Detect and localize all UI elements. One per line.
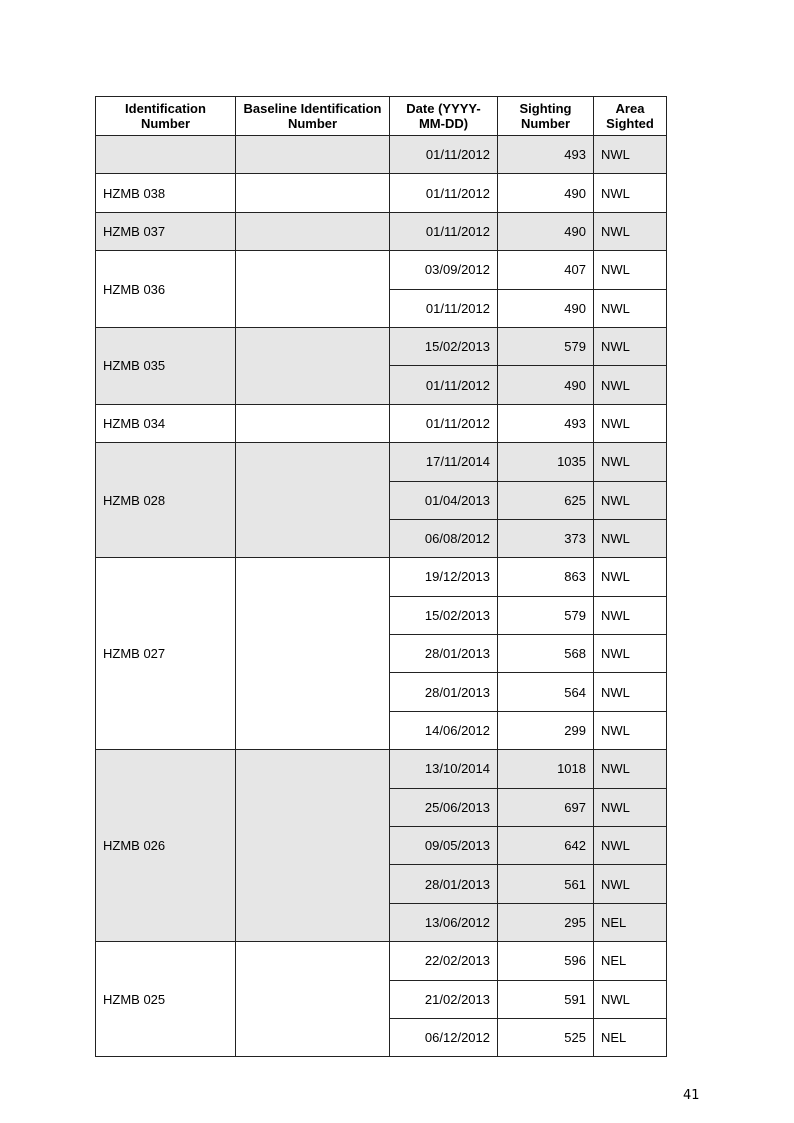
sighting-number-cell: 625 xyxy=(498,481,594,519)
date-cell: 01/11/2012 xyxy=(390,404,498,442)
sighting-number-cell: 697 xyxy=(498,788,594,826)
date-cell: 28/01/2013 xyxy=(390,635,498,673)
sighting-number-cell: 596 xyxy=(498,942,594,980)
date-cell: 22/02/2013 xyxy=(390,942,498,980)
sighting-number-cell: 591 xyxy=(498,980,594,1018)
table-body xyxy=(96,136,667,1057)
date-cell: 15/02/2013 xyxy=(390,327,498,365)
area-sighted-cell: NWL xyxy=(594,865,667,903)
date-cell: 19/12/2013 xyxy=(390,558,498,596)
date-cell: 01/11/2012 xyxy=(390,366,498,404)
page-number: 41 xyxy=(683,1088,700,1103)
table-row xyxy=(96,251,667,289)
sighting-number-cell: 295 xyxy=(498,903,594,941)
header-sighting-number: Sighting Number xyxy=(498,97,594,136)
sighting-number-cell: 564 xyxy=(498,673,594,711)
area-sighted-cell: NWL xyxy=(594,596,667,634)
date-cell: 01/11/2012 xyxy=(390,136,498,174)
identification-number-cell: HZMB 028 xyxy=(96,443,236,558)
area-sighted-cell: NWL xyxy=(594,212,667,250)
area-sighted-cell: NWL xyxy=(594,788,667,826)
date-cell: 06/12/2012 xyxy=(390,1018,498,1056)
baseline-identification-number-cell xyxy=(236,443,390,558)
date-cell: 13/10/2014 xyxy=(390,750,498,788)
baseline-identification-number-cell xyxy=(236,750,390,942)
table-row xyxy=(96,136,667,174)
area-sighted-cell: NWL xyxy=(594,174,667,212)
header-baseline-identification-number: Baseline Identification Number xyxy=(236,97,390,136)
area-sighted-cell: NWL xyxy=(594,327,667,365)
area-sighted-cell: NWL xyxy=(594,635,667,673)
date-cell: 01/11/2012 xyxy=(390,289,498,327)
sightings-table xyxy=(95,96,667,1057)
sighting-number-cell: 579 xyxy=(498,327,594,365)
identification-number-cell: HZMB 038 xyxy=(96,174,236,212)
area-sighted-cell: NWL xyxy=(594,827,667,865)
table-row xyxy=(96,558,667,596)
date-cell: 28/01/2013 xyxy=(390,865,498,903)
sighting-number-cell: 490 xyxy=(498,212,594,250)
date-cell: 14/06/2012 xyxy=(390,711,498,749)
table-row xyxy=(96,404,667,442)
sighting-number-cell: 299 xyxy=(498,711,594,749)
baseline-identification-number-cell xyxy=(236,174,390,212)
baseline-identification-number-cell xyxy=(236,942,390,1057)
date-cell: 13/06/2012 xyxy=(390,903,498,941)
sighting-number-cell: 373 xyxy=(498,519,594,557)
identification-number-cell: HZMB 034 xyxy=(96,404,236,442)
table-header xyxy=(96,97,667,136)
area-sighted-cell: NWL xyxy=(594,404,667,442)
sighting-number-cell: 579 xyxy=(498,596,594,634)
sighting-number-cell: 493 xyxy=(498,136,594,174)
area-sighted-cell: NWL xyxy=(594,136,667,174)
table-row xyxy=(96,942,667,980)
table-row xyxy=(96,327,667,365)
sighting-number-cell: 407 xyxy=(498,251,594,289)
baseline-identification-number-cell xyxy=(236,558,390,750)
date-cell: 21/02/2013 xyxy=(390,980,498,1018)
date-cell: 28/01/2013 xyxy=(390,673,498,711)
table-row xyxy=(96,750,667,788)
date-cell: 09/05/2013 xyxy=(390,827,498,865)
area-sighted-cell: NWL xyxy=(594,366,667,404)
baseline-identification-number-cell xyxy=(236,327,390,404)
area-sighted-cell: NWL xyxy=(594,443,667,481)
baseline-identification-number-cell xyxy=(236,404,390,442)
area-sighted-cell: NWL xyxy=(594,673,667,711)
area-sighted-cell: NEL xyxy=(594,942,667,980)
header-date: Date (YYYY-MM-DD) xyxy=(390,97,498,136)
area-sighted-cell: NWL xyxy=(594,980,667,1018)
baseline-identification-number-cell xyxy=(236,251,390,328)
date-cell: 06/08/2012 xyxy=(390,519,498,557)
header-row xyxy=(96,97,667,136)
area-sighted-cell: NWL xyxy=(594,289,667,327)
area-sighted-cell: NWL xyxy=(594,711,667,749)
area-sighted-cell: NWL xyxy=(594,251,667,289)
area-sighted-cell: NWL xyxy=(594,519,667,557)
sighting-number-cell: 642 xyxy=(498,827,594,865)
identification-number-cell: HZMB 035 xyxy=(96,327,236,404)
identification-number-cell: HZMB 027 xyxy=(96,558,236,750)
area-sighted-cell: NWL xyxy=(594,750,667,788)
area-sighted-cell: NWL xyxy=(594,558,667,596)
date-cell: 25/06/2013 xyxy=(390,788,498,826)
baseline-identification-number-cell xyxy=(236,136,390,174)
sighting-number-cell: 493 xyxy=(498,404,594,442)
identification-number-cell: HZMB 025 xyxy=(96,942,236,1057)
sighting-number-cell: 490 xyxy=(498,174,594,212)
identification-number-cell: HZMB 026 xyxy=(96,750,236,942)
date-cell: 01/11/2012 xyxy=(390,212,498,250)
sighting-number-cell: 490 xyxy=(498,289,594,327)
table-row xyxy=(96,174,667,212)
sighting-number-cell: 490 xyxy=(498,366,594,404)
sighting-number-cell: 561 xyxy=(498,865,594,903)
sighting-number-cell: 525 xyxy=(498,1018,594,1056)
sighting-number-cell: 863 xyxy=(498,558,594,596)
area-sighted-cell: NEL xyxy=(594,903,667,941)
table-row xyxy=(96,443,667,481)
sighting-number-cell: 1018 xyxy=(498,750,594,788)
date-cell: 01/11/2012 xyxy=(390,174,498,212)
sighting-number-cell: 568 xyxy=(498,635,594,673)
baseline-identification-number-cell xyxy=(236,212,390,250)
date-cell: 17/11/2014 xyxy=(390,443,498,481)
area-sighted-cell: NWL xyxy=(594,481,667,519)
identification-number-cell: HZMB 037 xyxy=(96,212,236,250)
area-sighted-cell: NEL xyxy=(594,1018,667,1056)
table-row xyxy=(96,212,667,250)
header-identification-number: Identification Number xyxy=(96,97,236,136)
date-cell: 03/09/2012 xyxy=(390,251,498,289)
sighting-number-cell: 1035 xyxy=(498,443,594,481)
date-cell: 01/04/2013 xyxy=(390,481,498,519)
identification-number-cell xyxy=(96,136,236,174)
header-area-sighted: Area Sighted xyxy=(594,97,667,136)
identification-number-cell: HZMB 036 xyxy=(96,251,236,328)
date-cell: 15/02/2013 xyxy=(390,596,498,634)
